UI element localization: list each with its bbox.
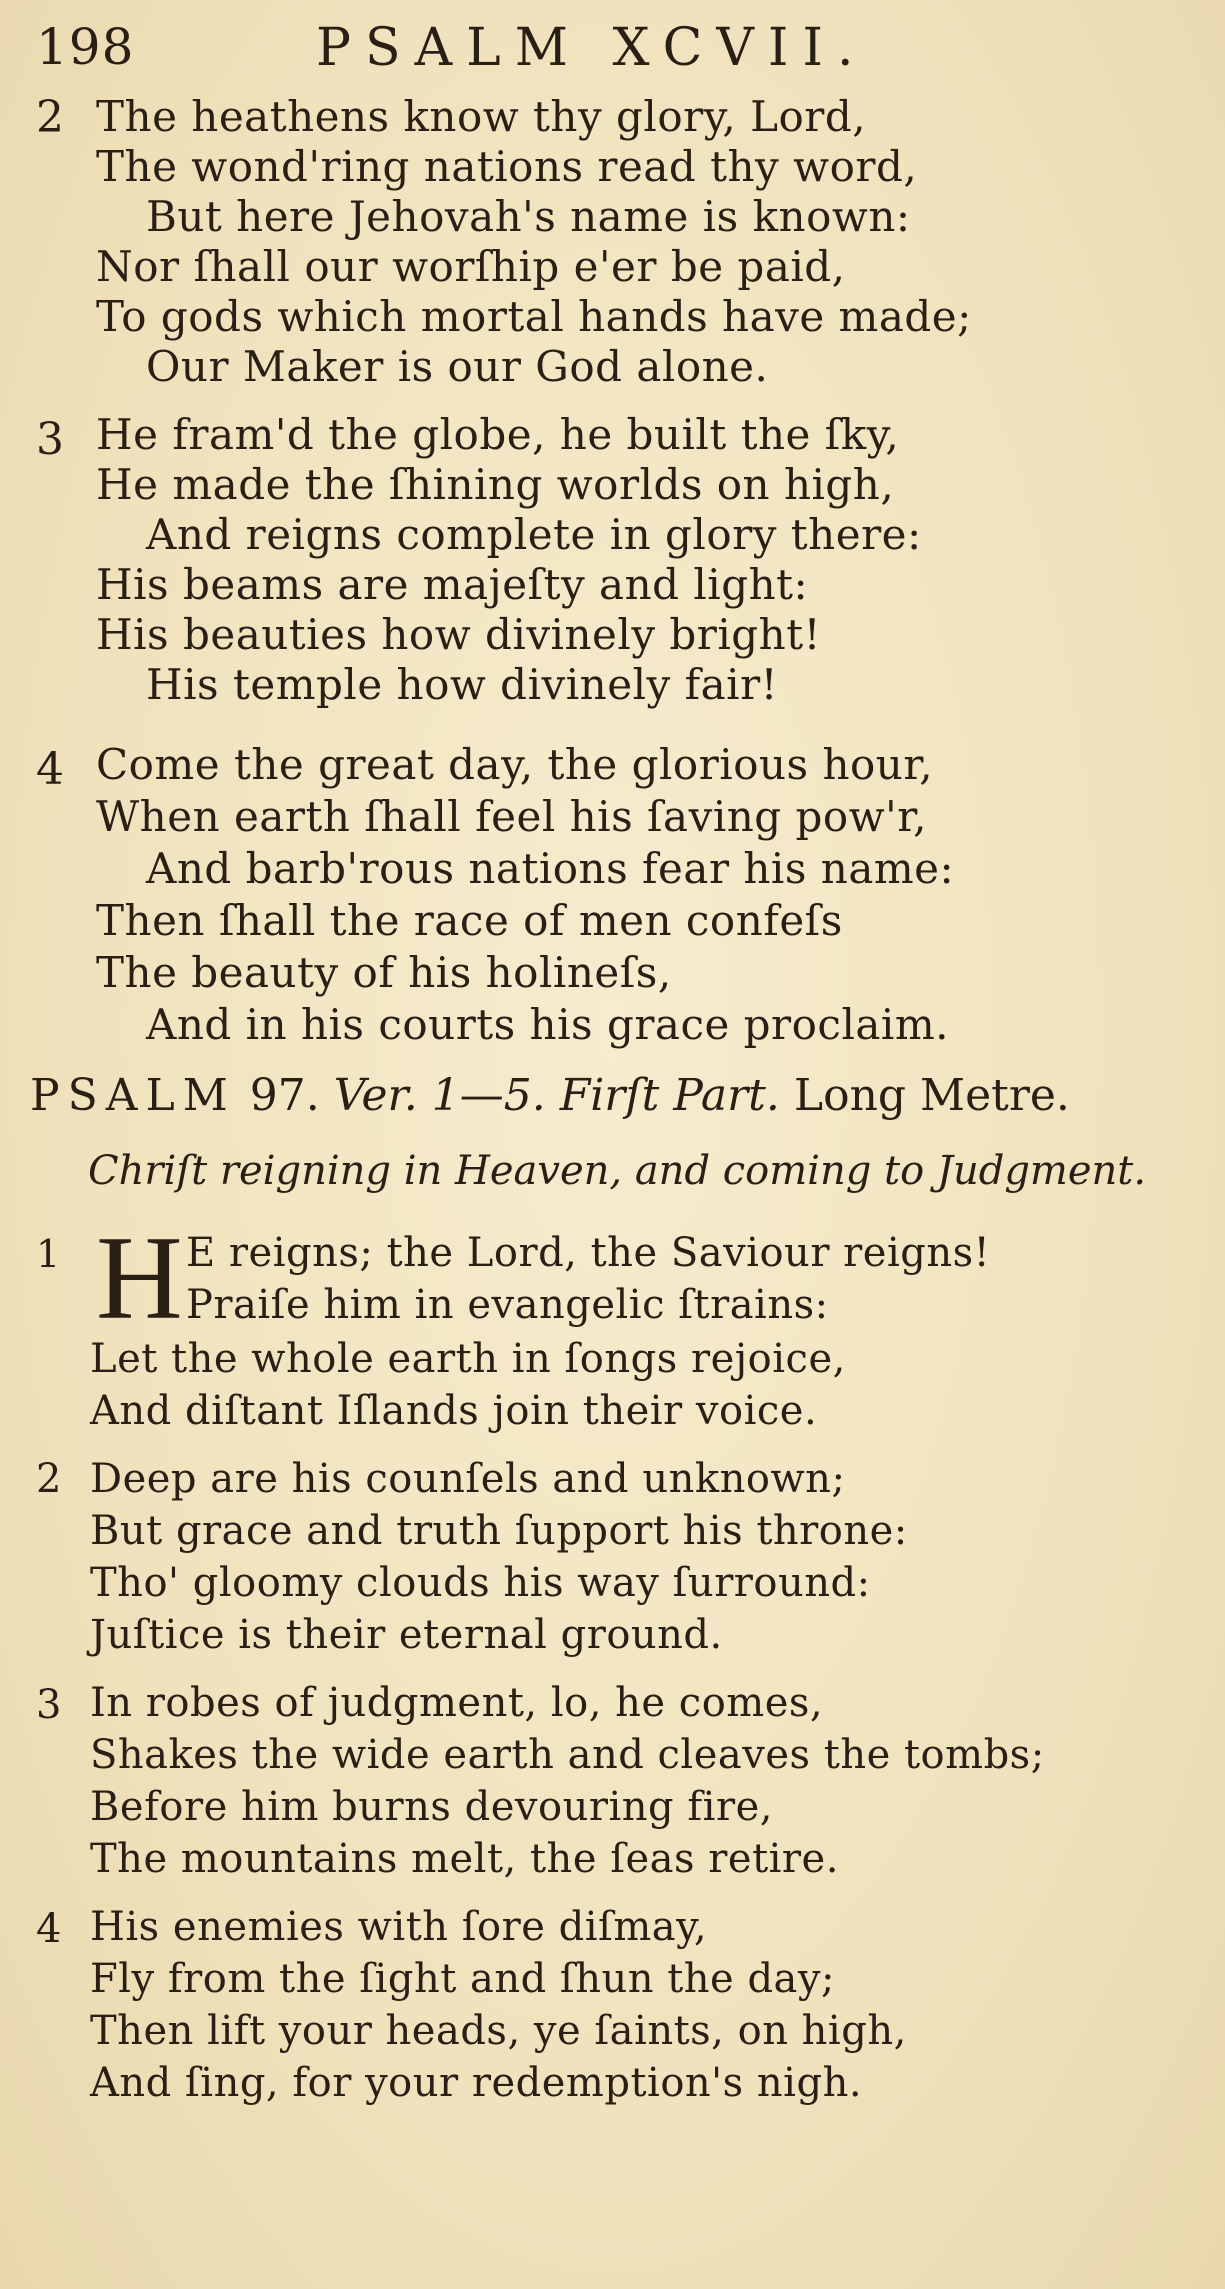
verse-line: But grace and truth ſupport his throne: (90, 1508, 908, 1554)
verse-line: Then ſhall the race of men confeſs (96, 896, 843, 945)
psalm-heading (30, 1070, 1190, 1130)
verse-line: And ſing, for your redemption's nigh. (90, 2060, 863, 2106)
verse-line: The heathens know thy glory, Lord, (96, 92, 867, 141)
verse-line: But here Jehovah's name is known: (146, 192, 911, 241)
verse-line: Deep are his counſels and unknown; (90, 1456, 846, 1502)
stanza-number: 1 (36, 1232, 61, 1276)
stanza-number: 3 (36, 1682, 62, 1728)
verse-line: To gods which mortal hands have made; (96, 292, 972, 341)
verse-line: The mountains melt, the ſeas retire. (90, 1836, 839, 1882)
verse-line: E reigns; the Lord, the Saviour reigns! (186, 1230, 991, 1276)
verse-line: In robes of judgment, lo, he comes, (90, 1680, 824, 1726)
verse-line: Fly from the ſight and ſhun the day; (90, 1956, 835, 2002)
verse-range: Ver. 1—5. (333, 1070, 546, 1121)
verse-line: His beauties how divinely bright! (96, 610, 821, 659)
verse-line: And in his courts his grace proclaim. (146, 1000, 950, 1049)
metre-label: Long Metre. (793, 1070, 1070, 1121)
part-label: Firſt Part. (559, 1070, 780, 1121)
verse-line: His temple how divinely fair! (146, 660, 779, 709)
page-header (36, 18, 896, 88)
stanza-2-part-one (36, 92, 1136, 392)
verse-line: And reigns complete in glory there: (146, 510, 922, 559)
drop-cap: H (96, 1211, 183, 1344)
verse-line: He fram'd the globe, he built the ſky, (96, 410, 900, 459)
verse-line: Shakes the wide earth and cleaves the tombs; (90, 1732, 1045, 1778)
verse-line: When earth ſhall feel his ſaving pow'r, (96, 792, 928, 841)
stanza-number: 2 (36, 1456, 62, 1502)
verse-line: The wond'ring nations read thy word, (96, 142, 918, 191)
verse-line: Then lift your heads, ye ſaints, on high, (90, 2008, 907, 2054)
stanza-3-part-one (36, 410, 1136, 710)
page-number: 198 (36, 18, 135, 76)
psalm-label: PSALM (30, 1070, 236, 1121)
verse-line: Juſtice is their eternal ground. (90, 1612, 723, 1658)
stanza-4-part-one (36, 740, 1136, 1060)
verse-line: The beauty of his holineſs, (96, 948, 672, 997)
verse-line: And diſtant Iſlands join their voice. (90, 1388, 818, 1434)
stanza-number: 4 (36, 744, 64, 795)
verse-line: Come the great day, the glorious hour, (96, 740, 934, 789)
verse-line: His beams are majeſty and light: (96, 560, 809, 609)
verse-line: Praiſe him in evangelic ſtrains: (186, 1282, 829, 1328)
verse-line: Let the whole earth in ſongs rejoice, (90, 1336, 846, 1382)
stanza-number: 4 (36, 1906, 62, 1952)
verse-line: He made the ſhining worlds on high, (96, 460, 895, 509)
running-title: PSALM XCVII. (316, 18, 868, 78)
verse-line: And barb'rous nations fear his name: (146, 844, 955, 893)
psalm-subtitle: Chriſt reigning in Heaven, and coming to Judgment. (88, 1148, 1147, 1194)
stanza-number: 3 (36, 414, 64, 465)
stanza-number: 2 (36, 92, 64, 143)
verse-line: Tho' gloomy clouds his way ſurround: (90, 1560, 871, 1606)
verse-line: Nor ſhall our worſhip e'er be paid, (96, 242, 846, 291)
verse-line: Our Maker is our God alone. (146, 342, 769, 391)
psalm-number: 97. (249, 1070, 320, 1121)
verse-line: Before him burns devouring fire, (90, 1784, 773, 1830)
verse-line: His enemies with ſore diſmay, (90, 1904, 708, 1950)
